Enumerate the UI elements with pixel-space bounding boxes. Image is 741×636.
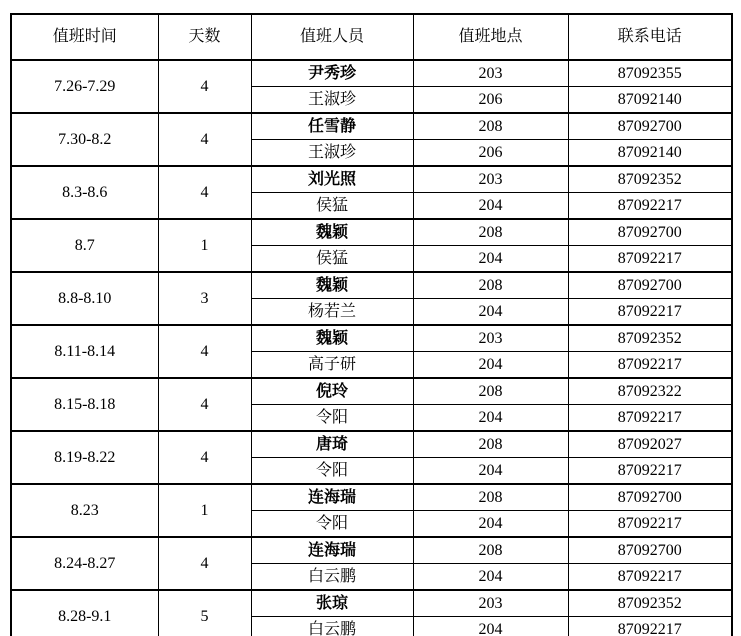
person-name-cell: 魏颖 xyxy=(251,272,413,299)
phone-cell: 87092355 xyxy=(568,60,732,87)
duty-time-cell: 8.7 xyxy=(11,219,158,272)
table-row xyxy=(11,219,732,246)
person-name-cell: 张琼 xyxy=(251,590,413,617)
days-cell: 1 xyxy=(158,484,251,537)
person-name-cell: 杨若兰 xyxy=(251,299,413,326)
location-cell: 208 xyxy=(413,484,568,511)
days-cell: 1 xyxy=(158,219,251,272)
person-name-cell: 刘光照 xyxy=(251,166,413,193)
table-row xyxy=(11,272,732,299)
header-row xyxy=(11,14,732,60)
phone-cell: 87092352 xyxy=(568,166,732,193)
duty-table-body xyxy=(11,60,732,636)
location-cell: 208 xyxy=(413,272,568,299)
table-row xyxy=(11,325,732,352)
table-row xyxy=(11,537,732,564)
person-name-cell: 令阳 xyxy=(251,458,413,485)
phone-cell: 87092217 xyxy=(568,617,732,636)
duty-time-cell: 8.11-8.14 xyxy=(11,325,158,378)
location-cell: 204 xyxy=(413,405,568,432)
header-duty-location: 值班地点 xyxy=(413,14,568,60)
phone-cell: 87092140 xyxy=(568,87,732,114)
person-name-cell: 倪玲 xyxy=(251,378,413,405)
table-row xyxy=(11,113,732,140)
phone-cell: 87092217 xyxy=(568,299,732,326)
days-cell: 3 xyxy=(158,272,251,325)
duty-time-cell: 8.19-8.22 xyxy=(11,431,158,484)
person-name-cell: 白云鹏 xyxy=(251,617,413,636)
header-days: 天数 xyxy=(158,14,251,60)
person-name-cell: 连海瑞 xyxy=(251,484,413,511)
person-name-cell: 王淑珍 xyxy=(251,140,413,167)
phone-cell: 87092700 xyxy=(568,484,732,511)
header-duty-personnel: 值班人员 xyxy=(251,14,413,60)
table-row xyxy=(11,484,732,511)
location-cell: 204 xyxy=(413,352,568,379)
days-cell: 5 xyxy=(158,590,251,636)
phone-cell: 87092322 xyxy=(568,378,732,405)
duty-time-cell: 8.24-8.27 xyxy=(11,537,158,590)
location-cell: 204 xyxy=(413,246,568,273)
phone-cell: 87092700 xyxy=(568,537,732,564)
table-row xyxy=(11,378,732,405)
phone-cell: 87092027 xyxy=(568,431,732,458)
person-name-cell: 任雪静 xyxy=(251,113,413,140)
phone-cell: 87092352 xyxy=(568,590,732,617)
location-cell: 203 xyxy=(413,166,568,193)
location-cell: 204 xyxy=(413,564,568,591)
phone-cell: 87092352 xyxy=(568,325,732,352)
phone-cell: 87092140 xyxy=(568,140,732,167)
person-name-cell: 侯猛 xyxy=(251,246,413,273)
table-row xyxy=(11,590,732,617)
duty-time-cell: 8.23 xyxy=(11,484,158,537)
table-row xyxy=(11,431,732,458)
days-cell: 4 xyxy=(158,113,251,166)
person-name-cell: 白云鹏 xyxy=(251,564,413,591)
phone-cell: 87092217 xyxy=(568,511,732,538)
phone-cell: 87092700 xyxy=(568,272,732,299)
location-cell: 208 xyxy=(413,113,568,140)
phone-cell: 87092217 xyxy=(568,246,732,273)
location-cell: 203 xyxy=(413,325,568,352)
days-cell: 4 xyxy=(158,325,251,378)
person-name-cell: 魏颖 xyxy=(251,325,413,352)
person-name-cell: 高子研 xyxy=(251,352,413,379)
person-name-cell: 魏颖 xyxy=(251,219,413,246)
person-name-cell: 王淑珍 xyxy=(251,87,413,114)
location-cell: 206 xyxy=(413,87,568,114)
location-cell: 208 xyxy=(413,378,568,405)
table-header xyxy=(11,14,732,60)
phone-cell: 87092700 xyxy=(568,113,732,140)
table-row xyxy=(11,60,732,87)
phone-cell: 87092217 xyxy=(568,405,732,432)
header-contact-phone: 联系电话 xyxy=(568,14,732,60)
days-cell: 4 xyxy=(158,60,251,113)
duty-time-cell: 7.30-8.2 xyxy=(11,113,158,166)
days-cell: 4 xyxy=(158,431,251,484)
location-cell: 204 xyxy=(413,193,568,220)
location-cell: 204 xyxy=(413,299,568,326)
person-name-cell: 连海瑞 xyxy=(251,537,413,564)
person-name-cell: 尹秀珍 xyxy=(251,60,413,87)
duty-time-cell: 8.8-8.10 xyxy=(11,272,158,325)
location-cell: 203 xyxy=(413,60,568,87)
location-cell: 208 xyxy=(413,431,568,458)
table-row xyxy=(11,166,732,193)
person-name-cell: 侯猛 xyxy=(251,193,413,220)
phone-cell: 87092217 xyxy=(568,564,732,591)
header-duty-time: 值班时间 xyxy=(11,14,158,60)
location-cell: 204 xyxy=(413,617,568,636)
duty-time-cell: 8.3-8.6 xyxy=(11,166,158,219)
duty-schedule-table xyxy=(10,13,733,636)
phone-cell: 87092217 xyxy=(568,458,732,485)
location-cell: 208 xyxy=(413,537,568,564)
duty-time-cell: 7.26-7.29 xyxy=(11,60,158,113)
location-cell: 206 xyxy=(413,140,568,167)
phone-cell: 87092217 xyxy=(568,193,732,220)
duty-time-cell: 8.28-9.1 xyxy=(11,590,158,636)
phone-cell: 87092700 xyxy=(568,219,732,246)
person-name-cell: 令阳 xyxy=(251,511,413,538)
days-cell: 4 xyxy=(158,537,251,590)
duty-time-cell: 8.15-8.18 xyxy=(11,378,158,431)
phone-cell: 87092217 xyxy=(568,352,732,379)
person-name-cell: 唐琦 xyxy=(251,431,413,458)
location-cell: 208 xyxy=(413,219,568,246)
location-cell: 204 xyxy=(413,511,568,538)
location-cell: 204 xyxy=(413,458,568,485)
days-cell: 4 xyxy=(158,378,251,431)
person-name-cell: 令阳 xyxy=(251,405,413,432)
location-cell: 203 xyxy=(413,590,568,617)
days-cell: 4 xyxy=(158,166,251,219)
